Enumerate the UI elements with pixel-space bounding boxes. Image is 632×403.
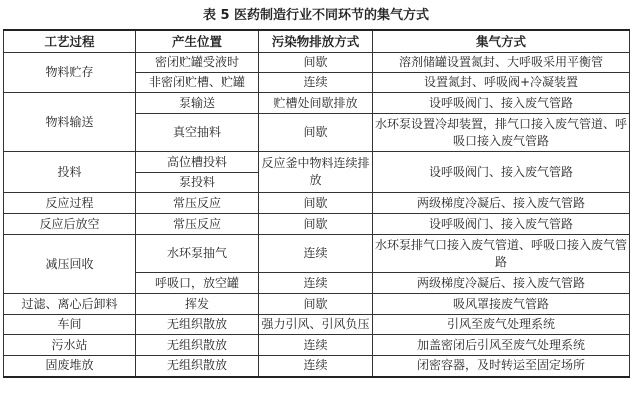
collection-cell: 引风至废气处理系统 (373, 315, 630, 335)
position-cell: 泵输送 (136, 93, 259, 114)
process-cell: 物料贮存 (4, 53, 136, 93)
emission-cell: 间歇 (259, 114, 373, 152)
collection-cell: 吸风罩接废气管路 (373, 294, 630, 315)
table-row (4, 315, 630, 335)
collection-cell: 溶剂储罐设置氮封、大呼吸采用平衡管 (373, 53, 630, 73)
process-cell: 减压回收 (4, 235, 136, 294)
collection-cell: 加盖密闭后引风至废气处理系统 (373, 335, 630, 356)
table-row (4, 53, 630, 73)
position-cell: 高位槽投料 (136, 152, 259, 173)
collection-cell: 设呼吸阀门、接入废气管路 (373, 152, 630, 193)
table-row (4, 193, 630, 214)
collection-cell: 两级梯度冷凝后、接入废气管路 (373, 193, 630, 214)
collection-cell: 闭密容器，及时转运至固定场所 (373, 356, 630, 377)
process-cell: 反应过程 (4, 193, 136, 214)
emission-cell: 间歇 (259, 193, 373, 214)
table-row (4, 356, 630, 377)
emission-cell: 连续 (259, 273, 373, 294)
process-cell: 反应后放空 (4, 214, 136, 235)
position-cell: 呼吸口，放空罐 (136, 273, 259, 294)
table-caption: 表 5 医药制造行业不同环节的集气方式 (202, 8, 430, 23)
position-cell: 无组织散放 (136, 315, 259, 335)
emission-cell: 连续 (259, 235, 373, 273)
process-cell: 固废堆放 (4, 356, 136, 377)
collection-cell: 两级梯度冷凝后、接入废气管路 (373, 273, 630, 294)
position-cell: 泵投料 (136, 173, 259, 193)
table-row (4, 335, 630, 356)
collection-cell: 设呼吸阀门、接入废气管路 (373, 93, 630, 114)
position-cell: 挥发 (136, 294, 259, 315)
table-row (4, 152, 630, 173)
process-cell: 车间 (4, 315, 136, 335)
collection-cell: 设呼吸阀门、接入废气管路 (373, 214, 630, 235)
emission-cell: 间歇 (259, 294, 373, 315)
process-cell: 污水站 (4, 335, 136, 356)
process-cell: 投料 (4, 152, 136, 193)
emission-cell: 连续 (259, 73, 373, 93)
position-cell: 密闭贮罐受液时 (136, 53, 259, 73)
header-collection: 集气方式 (373, 30, 630, 53)
header-emission: 污染物排放方式 (259, 30, 373, 53)
header-process: 工艺过程 (4, 30, 136, 53)
process-cell: 过滤、离心后卸料 (4, 294, 136, 315)
position-cell: 常压反应 (136, 193, 259, 214)
emission-cell: 反应釜中物料连续排放 (259, 152, 373, 193)
emission-collection-table (3, 29, 630, 378)
table-row (4, 235, 630, 273)
collection-cell: 水环泵设置冷却装置，排气口接入废气管道、呼吸口接入废气管路 (373, 114, 630, 152)
position-cell: 真空抽料 (136, 114, 259, 152)
header-position: 产生位置 (136, 30, 259, 53)
position-cell: 无组织散放 (136, 335, 259, 356)
table-row (4, 294, 630, 315)
position-cell: 常压反应 (136, 214, 259, 235)
table-row (4, 214, 630, 235)
emission-cell: 强力引风、引风负压 (259, 315, 373, 335)
table-header-row (4, 30, 630, 53)
position-cell: 水环泵抽气 (136, 235, 259, 273)
emission-cell: 间歇 (259, 214, 373, 235)
collection-cell: 设置氮封、呼吸阀+冷凝装置 (373, 73, 630, 93)
emission-cell: 连续 (259, 335, 373, 356)
emission-cell: 间歇 (259, 53, 373, 73)
emission-cell: 贮槽处间歇排放 (259, 93, 373, 114)
process-cell: 物料输送 (4, 93, 136, 152)
position-cell: 无组织散放 (136, 356, 259, 377)
position-cell: 非密闭贮槽、贮罐 (136, 73, 259, 93)
emission-cell: 连续 (259, 356, 373, 377)
table-row (4, 93, 630, 114)
collection-cell: 水环泵排气口接入废气管道、呼吸口接入废气管路 (373, 235, 630, 273)
